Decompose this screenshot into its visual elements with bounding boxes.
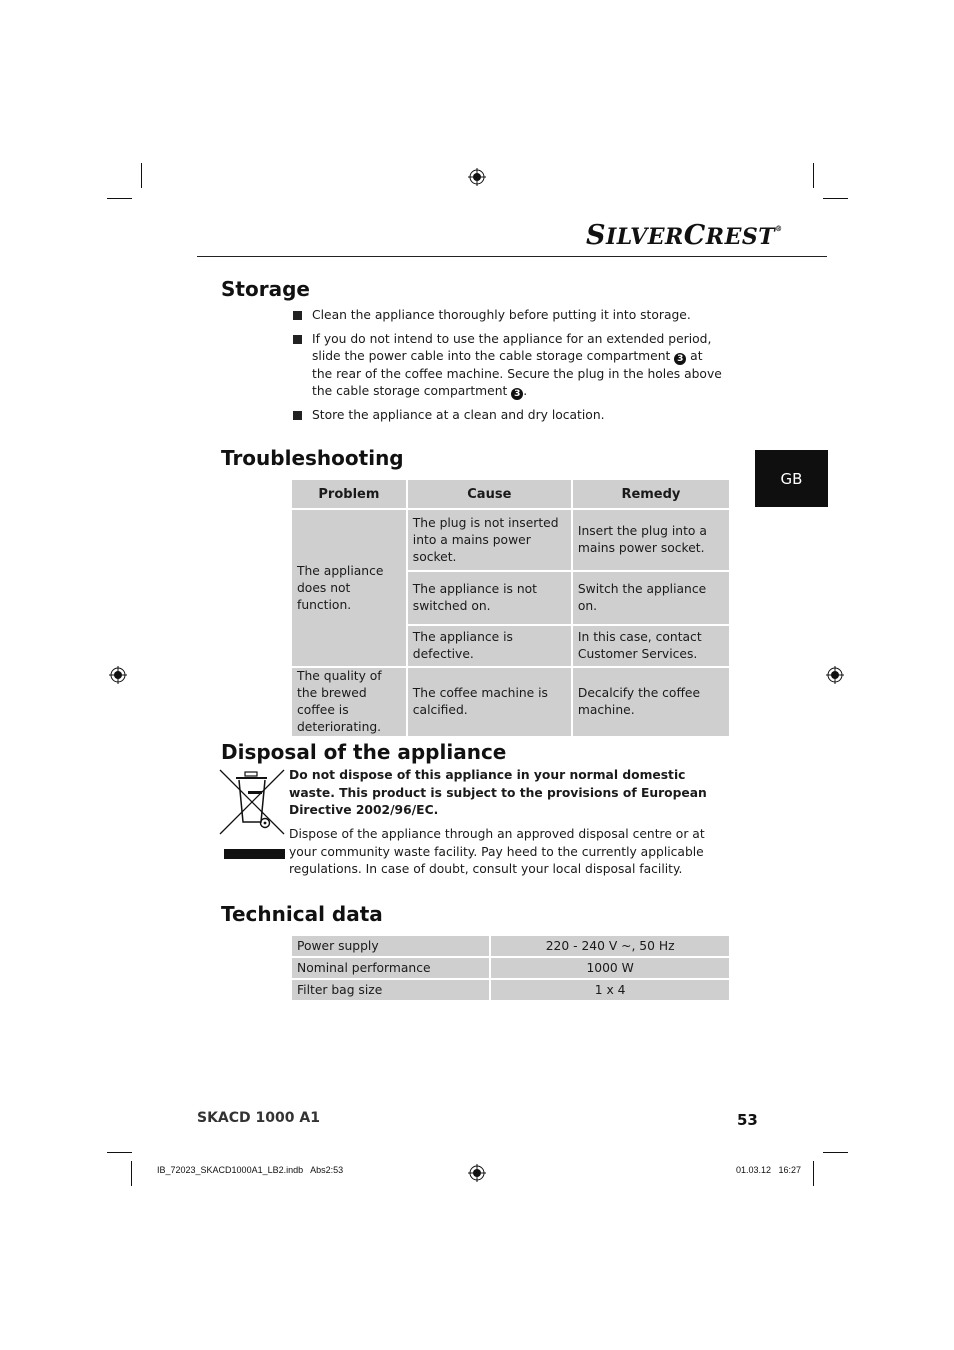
crop-mark xyxy=(107,198,132,199)
problem-cell: The appliance does not function. xyxy=(291,509,407,667)
spec-label: Power supply xyxy=(291,935,490,957)
page-number: 53 xyxy=(737,1111,758,1129)
crop-mark xyxy=(131,1161,132,1186)
spec-value: 1000 W xyxy=(490,957,730,979)
cause-cell: The appliance is defective. xyxy=(407,625,572,667)
list-item: If you do not intend to use the appliance for an extended period, slide the power cable into the cable storage compartment 3 at the rear of the coffee machine. Secure the plug in the holes above the cable storage compartment 3 . xyxy=(293,331,723,401)
cause-cell: The coffee machine is calcified. xyxy=(407,667,572,737)
language-tab: GB xyxy=(755,450,828,507)
table-row xyxy=(291,957,730,979)
registration-mark-icon xyxy=(109,666,127,684)
table-row xyxy=(291,979,730,1001)
cause-cell: The appliance is not switched on. xyxy=(407,571,572,625)
crop-mark xyxy=(823,198,848,199)
troubleshooting-heading: Troubleshooting xyxy=(221,446,404,470)
column-header: Cause xyxy=(407,479,572,509)
table-row xyxy=(291,667,730,737)
problem-cell: The quality of the brewed coffee is deteriorating. xyxy=(291,667,407,737)
crop-mark xyxy=(823,1152,848,1153)
bullet-square-icon xyxy=(293,335,302,344)
brand-logo: SILVERCREST® xyxy=(586,220,783,251)
list-item: Clean the appliance thoroughly before putting it into storage. xyxy=(293,307,723,325)
disposal-text: Dispose of the appliance through an approved disposal centre or at your community waste facility. Pay heed to the currently applicable regulations. In case of doubt, consult your local disposal facility. xyxy=(289,827,705,876)
spec-label: Nominal performance xyxy=(291,957,490,979)
list-item: Store the appliance at a clean and dry location. xyxy=(293,407,723,425)
header-rule xyxy=(197,256,827,257)
table-row xyxy=(291,509,730,571)
reference-number-icon: 3 xyxy=(511,388,523,400)
file-info: IB_72023_SKACD1000A1_LB2.indb Abs2:53 xyxy=(157,1165,344,1175)
registration-mark-icon xyxy=(468,1164,486,1182)
remedy-cell: Switch the appliance on. xyxy=(572,571,730,625)
disposal-warning: Do not dispose of this appliance in your normal domestic waste. This product is subject to the provisions of European Directive 2002/96/EC. xyxy=(289,768,707,817)
remedy-cell: Insert the plug into a mains power socket. xyxy=(572,509,730,571)
registration-mark-icon xyxy=(468,168,486,186)
disposal-heading: Disposal of the appliance xyxy=(221,740,507,764)
table-header-row xyxy=(291,479,730,509)
registration-mark-icon xyxy=(826,666,844,684)
column-header: Remedy xyxy=(572,479,730,509)
spec-label: Filter bag size xyxy=(291,979,490,1001)
bullet-square-icon xyxy=(293,411,302,420)
spec-value: 220 - 240 V ~, 50 Hz xyxy=(490,935,730,957)
spec-value: 1 x 4 xyxy=(490,979,730,1001)
crop-mark xyxy=(107,1152,132,1153)
crop-mark xyxy=(141,163,142,188)
table-row xyxy=(291,935,730,957)
cause-cell: The plug is not inserted into a mains power socket. xyxy=(407,509,572,571)
print-date: 01.03.12 16:27 xyxy=(736,1165,802,1175)
bin-underline-bar xyxy=(224,849,285,859)
remedy-cell: Decalcify the coffee machine. xyxy=(572,667,730,737)
technical-table xyxy=(290,934,731,1002)
crop-mark xyxy=(813,1161,814,1186)
storage-list xyxy=(293,307,723,430)
model-number: SKACD 1000 A1 xyxy=(197,1110,320,1126)
reference-number-icon: 3 xyxy=(674,353,686,365)
crop-mark xyxy=(813,163,814,188)
bullet-square-icon xyxy=(293,311,302,320)
remedy-cell: In this case, contact Customer Services. xyxy=(572,625,730,667)
column-header: Problem xyxy=(291,479,407,509)
storage-heading: Storage xyxy=(221,277,310,301)
technical-heading: Technical data xyxy=(221,902,383,926)
troubleshooting-table xyxy=(290,478,731,738)
crossed-out-bin-icon xyxy=(217,767,287,837)
